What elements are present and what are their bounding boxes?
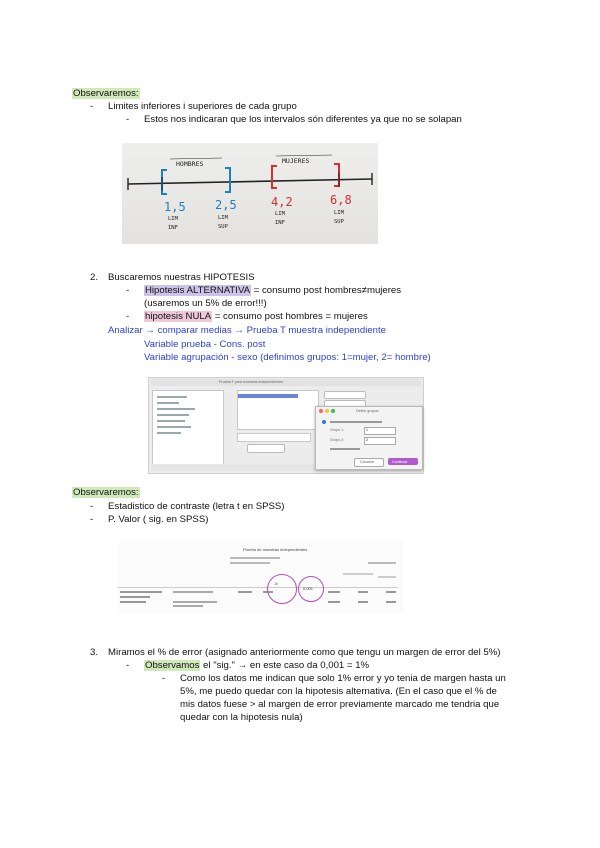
- svg-text:SUP: SUP: [218, 224, 228, 230]
- svg-text:LIM: LIM: [218, 215, 228, 221]
- paragraph-line: 5%, me puedo quedar con la hipotesis alternativa. (En el caso que el % de: [180, 686, 497, 697]
- list-item: - Limites inferiores i superiores de cada grupo: [90, 101, 297, 112]
- section-heading: Observaremos:: [73, 487, 139, 498]
- paragraph-line: quedar con la hipotesis nula): [180, 712, 303, 723]
- list-item-numbered: 2. Buscaremos nuestras HIPOTESIS: [90, 272, 255, 283]
- svg-text:SUP: SUP: [334, 219, 344, 225]
- number-line-drawing: [122, 143, 378, 244]
- women-label: MUJERES: [282, 157, 310, 165]
- svg-text:LIM: LIM: [275, 211, 285, 217]
- list-item: - P. Valor ( sig. en SPSS): [90, 514, 209, 525]
- value-lim-inf-women: 4,2: [271, 195, 293, 209]
- list-item: - Estos nos indicaran que los intervalos són diferentes ya que no se solapan: [126, 114, 462, 125]
- t-value: -5: [274, 581, 278, 586]
- table-title: Prueba de muestras independientes: [243, 547, 308, 552]
- paragraph-line: mis datos fuese > al margen de error previamente marcado me tendria que: [180, 699, 500, 710]
- grouping-variable: Variable agrupación - sexo (definimos grupos: 1=mujer, 2= hombre): [144, 352, 431, 363]
- svg-text:LIM: LIM: [334, 210, 344, 216]
- dialog-title: Prueba T para muestras independientes: [219, 380, 283, 384]
- men-label: HOMBRES: [176, 160, 204, 168]
- value-lim-sup-women: 6,8: [330, 193, 352, 207]
- circle-t-stat: [267, 574, 297, 604]
- value-lim-inf-men: 1,5: [164, 200, 186, 214]
- section-heading: Observaremos:: [73, 88, 139, 99]
- note-text: (usaremos un 5% de error!!!): [144, 298, 267, 309]
- analysis-path: Analizar → comparar medias → Prueba T muestra independiente: [108, 325, 387, 336]
- list-item: - Hipotesis ALTERNATIVA = consumo post hombres≠mujeres: [126, 285, 402, 296]
- list-item-numbered: 3. Miramos el % de error (asignado anteriormente como que tengu un margen de error del 5%): [90, 647, 501, 658]
- test-variable: Variable prueba - Cons. post: [144, 339, 266, 350]
- svg-text:LIM: LIM: [168, 216, 178, 222]
- spss-output-screenshot: [118, 541, 403, 613]
- list-item: - Estadistico de contraste (letra t en SPSS): [90, 501, 285, 512]
- number-line-photo: [122, 143, 378, 244]
- value-lim-sup-men: 2,5: [215, 198, 237, 212]
- sig-value: 0,001: [303, 586, 314, 591]
- svg-text:INF: INF: [275, 220, 285, 226]
- list-item: - Observamos el "sig." → en este caso da 0,001 = 1%: [126, 660, 370, 671]
- define-groups-dialog: Definir grupos Grupo 1: 1 Grupo 2: 2 Cancelar Continuar: [315, 406, 423, 470]
- list-item: - hipotesis NULA = consumo post hombres = mujeres: [126, 311, 368, 322]
- list-item: - Como los datos me indican que solo 1% error y yo tenia de margen hasta un: [162, 673, 506, 684]
- svg-text:INF: INF: [168, 225, 178, 231]
- spss-dialog-screenshot: [148, 377, 424, 474]
